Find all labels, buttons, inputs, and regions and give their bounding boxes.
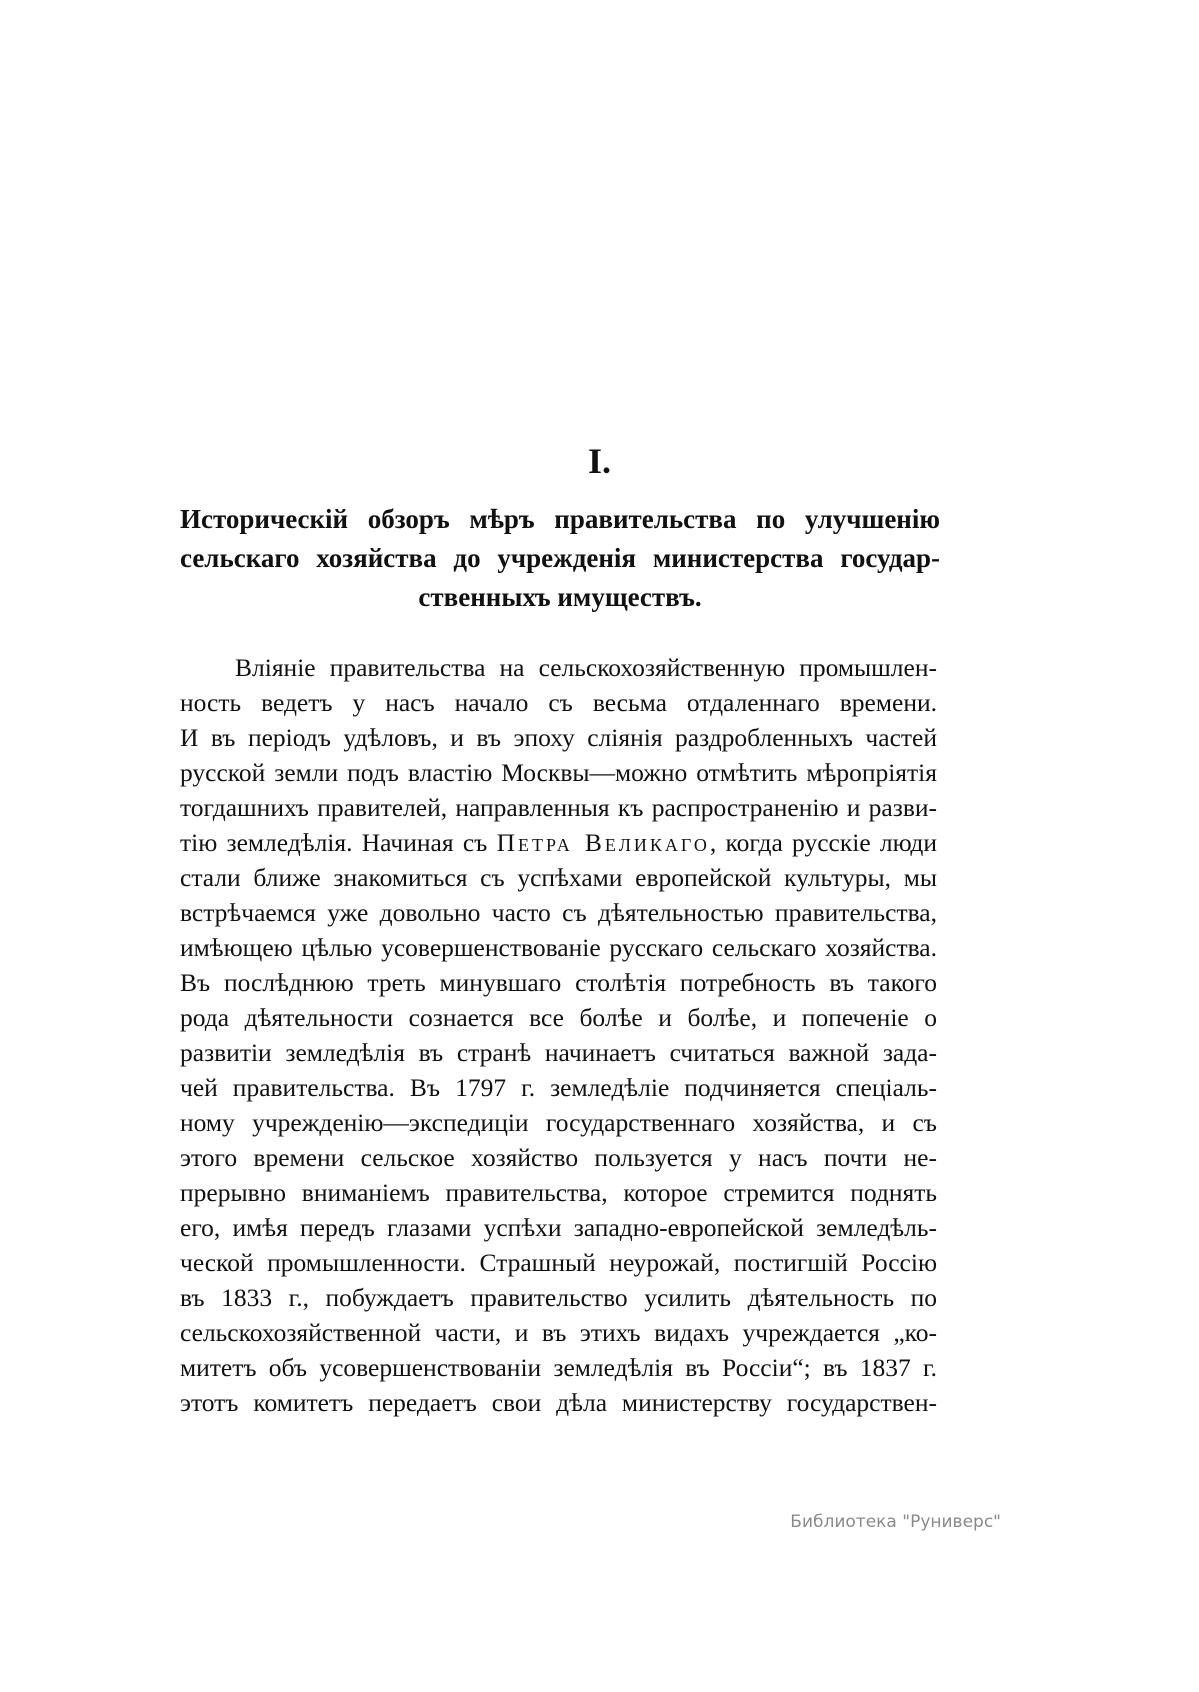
library-watermark: Библиотека "Руниверс" <box>790 1512 1001 1532</box>
text-line: Въ послѣднюю треть минувшаго столѣтія потребность въ такого <box>180 968 937 997</box>
text-line: развитіи земледѣлія въ странѣ начинаетъ считаться важной зада- <box>180 1038 937 1067</box>
text-line: стали ближе знакомиться съ успѣхами европейской культуры, мы <box>180 863 937 892</box>
text-line: рода дѣятельности сознается все болѣе и болѣе, и попеченіе о <box>180 1003 937 1032</box>
text-line: русской земли подъ властію Москвы—можно отмѣтить мѣропріятія <box>180 758 937 787</box>
text-segment: , когда русскіе люди <box>709 828 937 857</box>
text-line: И въ періодъ удѣловъ, и въ эпоху сліянія раздробленныхъ частей <box>180 723 937 752</box>
text-line: имѣющею цѣлью усовершенствованіе русскаго сельскаго хозяйства. <box>180 933 937 962</box>
text-segment: тію земледѣлія. Начиная съ <box>180 828 497 857</box>
text-line: прерывно вниманіемъ правительства, которое стремится поднять <box>180 1178 937 1207</box>
title-line: сельскаго хозяйства до учрежденія министерства государ- <box>180 543 940 573</box>
emphasized-name: Петра Великаго <box>496 828 710 857</box>
text-line: его, имѣя передъ глазами успѣхи западно-европейской земледѣль- <box>180 1213 937 1242</box>
text-line: ческой промышленности. Страшный неурожай, постигшій Россію <box>180 1248 937 1277</box>
text-line: ность ведетъ у насъ начало съ весьма отдаленнаго времени. <box>180 688 937 717</box>
text-line: чей правительства. Въ 1797 г. земледѣліе подчиняется спеціаль- <box>180 1073 937 1102</box>
text-line: этого времени сельское хозяйство пользуется у насъ почти не- <box>180 1143 937 1172</box>
text-line: встрѣчаемся уже довольно часто съ дѣятельностью правительства, <box>180 898 937 927</box>
title-line: Историческій обзоръ мѣръ правительства по улучшенію <box>180 504 940 534</box>
text-line: въ 1833 г., побуждаетъ правительство усилить дѣятельность по <box>180 1283 937 1312</box>
text-line: сельскохозяйственной части, и въ этихъ видахъ учреждается „ко- <box>180 1318 937 1347</box>
text-line <box>180 825 937 860</box>
chapter-number: I. <box>587 441 611 481</box>
text-line: митетъ объ усовершенствованіи земледѣлія въ Россіи“; въ 1837 г. <box>180 1353 937 1382</box>
title-line: ственныхъ имуществъ. <box>418 582 702 612</box>
text-line: Вліяніе правительства на сельскохозяйственную промышлен- <box>235 653 937 682</box>
text-line: тогдашнихъ правителей, направленныя къ распространенію и разви- <box>180 793 937 822</box>
chapter-title <box>180 500 940 617</box>
text-line: этотъ комитетъ передаетъ свои дѣла министерству государствен- <box>180 1388 937 1417</box>
body-paragraph <box>180 650 937 1420</box>
text-line: ному учрежденію—экспедиціи государственнаго хозяйства, и съ <box>180 1108 937 1137</box>
